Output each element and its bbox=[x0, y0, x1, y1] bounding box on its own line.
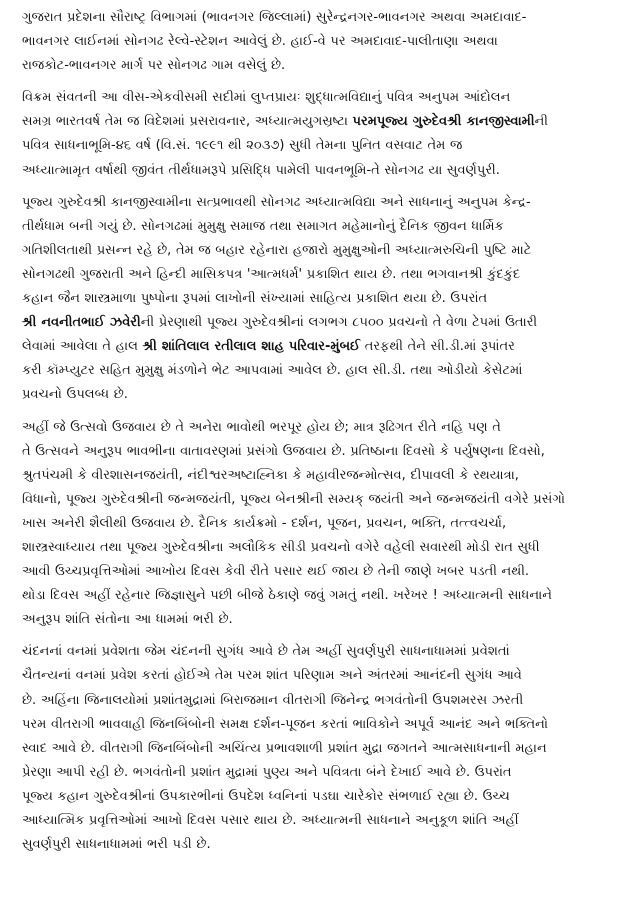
text-run: તે ઉત્સવને અનુરૂપ ભાવભીના વાતાવરણમાં પ્રસંગો ઉજવાય છે. પ્રતિષ્ઠાના દિવસો કે પર્યુષણના દિવસો, bbox=[22, 443, 545, 459]
text-line bbox=[22, 191, 612, 215]
text-run: શ્રુતપંચમી કે વીરશાસનજયંતી, નંદીશ્વરઅષ્ટાહ્નિકા કે મહાવીરજન્મોત્સવ, દીપાવલી કે રથયાત્રા, bbox=[22, 467, 519, 483]
text-line bbox=[22, 664, 612, 688]
text-run: અધ્યાત્મામૃત વર્ષાથી જીવંત તીર્થધામરૂપે પ્રસિદ્ધિ પામેલી પાવનભૂમિ-તે સોનગઢ યા સુવર્ણપુરી. bbox=[22, 162, 500, 178]
text-run: કરી કૉમ્પ્યુટર સહિત મુમુક્ષુ મંડળોને ભેટ આપવામાં આવેલ છે. હાલ સી.ડી. તથા ઓડીયો કેસેટમાં bbox=[22, 363, 523, 379]
text-run: છે. અહિંના જિનાલયોમાં પ્રશાંતમુદ્રામાં બિરાજમાન વીતરાગી જિનેન્દ્ર ભગવંતોની ઉપશમરસ ઝરતી bbox=[22, 692, 524, 708]
text-line bbox=[22, 809, 612, 833]
text-line bbox=[22, 833, 612, 857]
text-run: પૂજ્ય કહાન ગુરુદેવશ્રીનાં ઉપકારભીનાં ઉપદેશ ધ્વનિનાં પડઘા ચારેકોર સંભળાઈ રહ્યા છે. ઉચ્ચ bbox=[22, 788, 510, 804]
text-run: ની bbox=[534, 114, 548, 130]
text-line bbox=[22, 110, 612, 134]
text-line bbox=[22, 640, 612, 664]
text-run: સોનગઢથી ગુજરાતી અને હિન્દી માસિકપત્ર 'આત્મધર્મ' પ્રકાશિત થાય છે. તથા ભગવાનશ્રી કુંદકુંદ bbox=[22, 266, 521, 282]
bold-name: પરમપૂજ્ય ગુરુદેવશ્રી કાનજીસ્વામી bbox=[352, 114, 535, 130]
text-run: તરફથી તેને સી.ડી.માં રૂપાંતર bbox=[360, 339, 515, 355]
text-run: રાજકોટ-ભાવનગર માર્ગ પર સોનગઢ ગામ વસેલું છે. bbox=[22, 58, 286, 74]
text-line bbox=[22, 608, 612, 632]
text-line bbox=[22, 30, 612, 54]
paragraph-temples bbox=[8, 640, 612, 857]
text-line bbox=[22, 335, 612, 359]
text-run: ભાવનગર લાઈનમાં સોનગઢ રેલ્વે-સ્ટેશન આવેલું છે. હાઈ-વે પર અમદાવાદ-પાલીતાણા અથવા bbox=[22, 34, 498, 50]
text-run: પ્રેરણા આપી રહી છે. ભગવંતોની પ્રશાંત મુદ્રામાં પુણ્ય અને પવિત્રતા બંને દેખાઈ આવે છે. ઉપરાંત bbox=[22, 764, 512, 780]
text-line bbox=[22, 689, 612, 713]
text-line bbox=[22, 383, 612, 407]
text-run: આધ્યાત્મિક પ્રવૃત્તિઓમાં આખો દિવસ પસાર થાય છે. અધ્યાત્મની સાધનાને અનુકૂળ શાંતિ અહીં bbox=[22, 813, 519, 828]
text-line bbox=[22, 785, 612, 809]
text-line bbox=[22, 464, 612, 488]
text-line bbox=[22, 536, 612, 560]
text-run: લેવામાં આવેલા તે હાલ bbox=[22, 339, 143, 355]
text-run: ગતિશીલતાથી પ્રસન્ન રહે છે, તેમ જ બહાર રહેનારા હજારો મુમુક્ષુઓની અધ્યાત્મરુચિની પુષ્ટિ માટે bbox=[22, 242, 532, 258]
text-line bbox=[22, 287, 612, 311]
text-line bbox=[22, 134, 612, 158]
text-run: કહાન જૈન શાસ્ત્રમાળા પુષ્પોના રૂપમાં લાખોની સંખ્યામાં સાહિત્ય પ્રકાશિત થયા છે. ઉપરાંત bbox=[22, 291, 488, 307]
text-run: વિધાનો, પૂજ્ય ગુરુદેવશ્રીની જન્મજયંતી, પૂજ્ય બેનશ્રીની સમ્યક્ જયંતી અને જન્મજયંતી વગેરે પ્રસંગો bbox=[22, 491, 565, 507]
text-run: અહીં જે ઉત્સવો ઉજવાય છે તે અનેરા ભાવોથી ભરપૂર હોય છે; માત્ર રૂઢિગત રીતે નહિ પણ તે bbox=[22, 419, 501, 435]
text-line bbox=[22, 263, 612, 287]
text-line bbox=[22, 440, 612, 464]
text-line bbox=[22, 584, 612, 608]
text-line bbox=[22, 761, 612, 785]
text-run: તીર્થધામ બની ગયું છે. સોનગઢમાં મુમુક્ષુ સમાજ તથા સમાગત મહેમાનોનું દૈનિક જીવન ધાર્મિક bbox=[22, 218, 504, 234]
text-run: ખાસ અનેરી શૈલીથી ઉજવાય છે. દૈનિક કાર્યક્રમો - દર્શન, પૂજન, પ્રવચન, ભક્તિ, તત્ત્વચર્ચા, bbox=[22, 515, 507, 531]
text-run: પ્રવચનો ઉપલબ્ધ છે. bbox=[22, 387, 128, 403]
paragraph-festivals bbox=[8, 416, 612, 633]
text-line bbox=[22, 488, 612, 512]
text-run: સુવર્ણપુરી સાધનાધામમાં ભરી પડી છે. bbox=[22, 837, 211, 853]
paragraph-spiritual-center bbox=[8, 191, 612, 408]
text-line bbox=[22, 86, 612, 110]
text-run: પરમ વીતરાગી ભાવવાહી જિનબિંબોની સમક્ષ દર્શન-પૂજન કરતાં ભાવિકોને અપૂર્વ આનંદ અને ભક્તિનો bbox=[22, 716, 549, 732]
text-run: થોડા દિવસ અહીં રહેનાર જિજ્ઞાસુને પછી બીજે ઠેકાણે જવું ગમતું નથી. ખરેખર ! અધ્યાત્મની સાધનાને bbox=[22, 588, 552, 604]
text-line bbox=[22, 359, 612, 383]
text-run: પૂજ્ય ગુરુદેવશ્રી કાનજીસ્વામીના સત્પ્રભાવથી સોનગઢ અધ્યાત્મવિદ્યા અને સાધનાનું અનુપમ કેન્દ્ર- bbox=[22, 194, 531, 210]
text-run: અનુરૂપ શાંતિ સંતોના આ ધામમાં ભરી છે. bbox=[22, 612, 233, 628]
bold-name: શ્રી શાંતિલાલ રતીલાલ શાહ પરિવાર-મુંબઈ bbox=[142, 339, 361, 355]
bold-name: શ્રી નવનીતભાઈ ઝવેરી bbox=[22, 315, 141, 331]
text-run: ગુજરાત પ્રદેશના સૌરાષ્ટ્ર વિભાગમાં (ભાવનગર જિલ્લામાં) સુરેન્દ્રનગર-ભાવનગર અથવા અમદાવાદ- bbox=[22, 10, 527, 25]
text-line bbox=[22, 416, 612, 440]
text-line bbox=[22, 560, 612, 584]
text-run: પવિત્ર સાધનાભૂમિ-૪૬ વર્ષ (વિ.સં. ૧૯૯૧ થી ૨૦૩૭) સુધી તેમના પુનિત વસવાટ તેમ જ bbox=[22, 138, 463, 154]
text-line bbox=[22, 713, 612, 737]
text-line bbox=[22, 311, 612, 335]
text-run: ચૈતન્યનાં વનમાં પ્રવેશ કરતાં હોઈએ તેમ પરમ શાંત પરિણામ અને અંતરમાં આનંદની સુગંધ આવે bbox=[22, 668, 522, 684]
text-run: આવી ઉચ્ચપ્રવૃત્તિઓમાં આખોય દિવસ કેવી રીતે પસાર થઈ જાય છે તેની જાણે ખબર પડતી નથી. bbox=[22, 564, 530, 580]
paragraph-location bbox=[8, 6, 612, 78]
text-run: સમગ્ર ભારતવર્ષ તેમ જ વિદેશમાં પ્રસરાવનાર, અધ્યાત્મયુગસ્રષ્ટા bbox=[22, 114, 353, 130]
text-line bbox=[22, 159, 612, 183]
text-line bbox=[22, 54, 612, 78]
text-run: ચંદનનાં વનમાં પ્રવેશતા જેમ ચંદનની સુગંધ આવે છે તેમ અહીં સુવર્ણપુરી સાધનાધામમાં પ્રવેશતાં bbox=[22, 644, 510, 660]
text-run: શાસ્ત્રસ્વાધ્યાય તથા પૂજ્ય ગુરુદેવશ્રીના અલૌકિક સીડી પ્રવચનો વગેરે વહેલી સવારથી મોડી રાત સુધી bbox=[22, 539, 540, 555]
text-line bbox=[22, 512, 612, 536]
text-line bbox=[22, 6, 612, 30]
text-run: ની પ્રેરણાથી પૂજ્ય ગુરુદેવશ્રીનાં લગભગ ૮૫૦૦ પ્રવચનો તે વેળા ટેપમાં ઉતારી bbox=[140, 315, 538, 331]
paragraph-history bbox=[8, 86, 612, 182]
text-line bbox=[22, 215, 612, 239]
text-run: સ્વાદ આવે છે. વીતરાગી જિનબિંબોની અચિંત્ય પ્રભાવશાળી પ્રશાંત મુદ્રા જગતને આત્મસાધનાની મહાન bbox=[22, 740, 547, 756]
text-run: વિક્રમ સંવતની આ વીસ-એકવીસમી સદીમાં લુપ્તપ્રાયઃ શુદ્ધાત્મવિદ્યાનું પવિત્ર અનુપમ આંદોલન bbox=[22, 90, 511, 106]
text-line bbox=[22, 239, 612, 263]
text-line bbox=[22, 737, 612, 761]
